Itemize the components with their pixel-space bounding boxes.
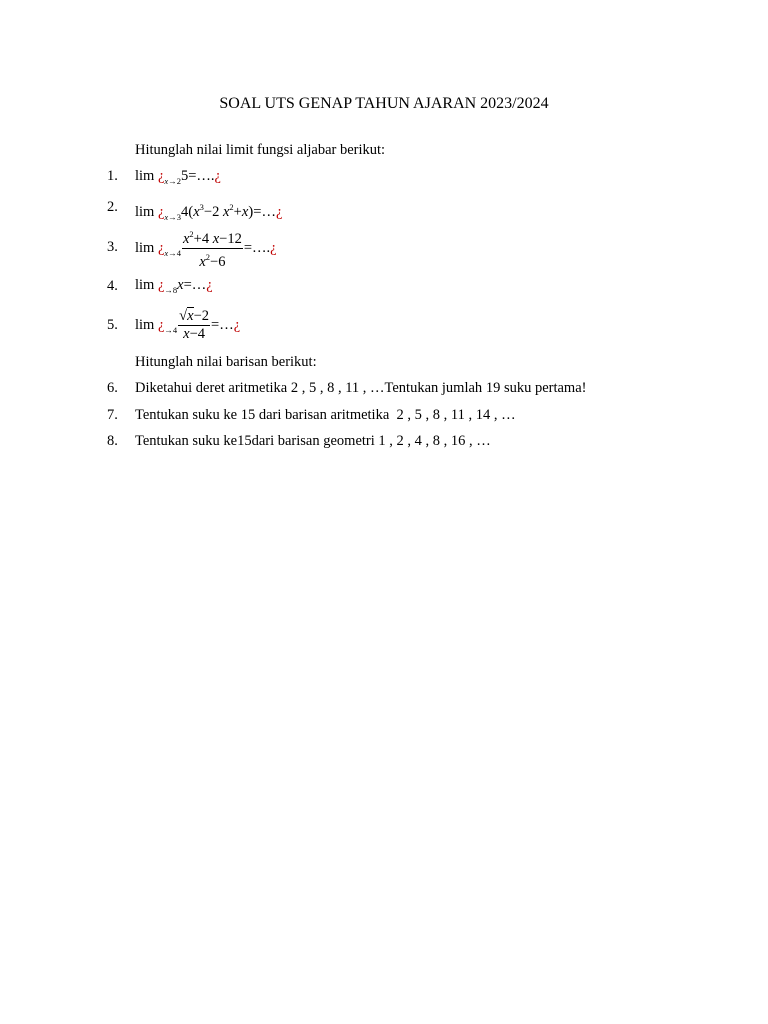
sqrt-sign: √ <box>179 308 188 325</box>
item-content: Diketahui deret aritmetika 2 , 5 , 8 , 11 , …Tentukan jumlah 19 suku pertama! <box>135 380 587 396</box>
coefficient: 4 <box>180 204 189 220</box>
paren-open: ( <box>188 204 194 220</box>
term-count: 19 <box>485 380 501 396</box>
marker-close: ¿ <box>270 239 277 256</box>
sub-var: x <box>164 212 169 222</box>
sub-var: x <box>164 176 169 186</box>
sub-var: x <box>164 247 169 258</box>
term-3: x <box>241 204 249 220</box>
term-index: 15 <box>240 407 256 423</box>
marker-close: ¿ <box>275 204 283 220</box>
equals: = <box>253 204 262 220</box>
item-number: 5. <box>107 317 118 333</box>
item-content <box>135 226 277 274</box>
list-item <box>0 432 768 456</box>
list-item <box>0 304 768 346</box>
item-content <box>135 304 240 351</box>
sub-val: 8 <box>172 285 178 295</box>
expr: 5 <box>180 168 189 184</box>
fraction-denominator: $x^2-6$ <box>199 252 226 270</box>
term-2-coefficient: 2 <box>212 204 220 220</box>
sub-val: 3 <box>176 212 181 222</box>
marker-open: ¿ <box>157 239 165 256</box>
marker-open: ¿ <box>157 168 165 184</box>
equals: = <box>183 277 192 293</box>
section1-instruction: Hitunglah nilai limit fungsi aljabar berikut: <box>135 142 386 158</box>
fraction-numerator: $x^2+4$ x−12 <box>182 226 243 249</box>
term-1-exponent: 3 <box>199 202 204 212</box>
item-number: 1. <box>107 168 118 184</box>
lim-text: lim <box>135 277 155 293</box>
sub-arrow: → <box>164 325 173 335</box>
list-item <box>0 226 768 268</box>
sequence: 2 , 5 , 8 , 11 , 14 , … <box>396 407 516 423</box>
equals: = <box>211 317 220 333</box>
item-number: 6. <box>107 380 118 396</box>
dots: … <box>191 277 207 293</box>
item-number: 3. <box>107 239 118 255</box>
fraction-denominator: x−4 <box>183 326 206 343</box>
fraction-numerator: √x−2 <box>179 308 209 325</box>
list-item <box>0 379 768 403</box>
list-item <box>0 198 768 222</box>
item-number: 7. <box>107 407 118 423</box>
marker-open: ¿ <box>157 277 165 293</box>
term-2-exponent: 2 <box>229 202 234 212</box>
marker-open: ¿ <box>157 204 165 220</box>
operator-1: − <box>203 204 213 220</box>
fraction <box>178 308 210 343</box>
sub-val: 2 <box>176 176 181 186</box>
item-content: Tentukan suku ke 15 dari barisan aritmetika 2 , 5 , 8 , 11 , 14 , … <box>135 407 516 423</box>
dots: … <box>261 204 276 220</box>
marker-close: ¿ <box>233 317 241 333</box>
lim-text: lim <box>135 168 155 184</box>
item-content <box>135 198 282 226</box>
sequence: 1 , 2 , 4 , 8 , 16 , … <box>378 433 491 449</box>
term-1: x <box>193 204 200 220</box>
sequence: 2 , 5 , 8 , 11 , … <box>290 380 385 396</box>
operator-2: + <box>233 204 242 220</box>
lim-text: lim <box>135 204 155 220</box>
item-number: 4. <box>107 278 118 294</box>
marker-close: ¿ <box>214 168 221 184</box>
list-item <box>0 406 768 430</box>
item-number: 2. <box>107 199 118 215</box>
item-content: Tentukan suku ke15dari barisan geometri 1 , 2 , 4 , 8 , 16 , … <box>135 433 491 449</box>
sub-arrow: → <box>168 247 177 258</box>
equals: = <box>243 239 252 256</box>
dots: … <box>219 317 234 333</box>
marker-open: ¿ <box>157 317 165 333</box>
marker-close: ¿ <box>206 277 213 293</box>
sub-val: 4 <box>176 247 181 258</box>
paren-close: ) <box>248 204 254 220</box>
term-2: x <box>222 204 230 220</box>
dots: …. <box>252 239 271 256</box>
item-content <box>135 276 213 299</box>
sub-arrow: → <box>168 212 177 222</box>
sub-arrow: → <box>164 285 173 295</box>
lim-text: lim <box>135 239 155 256</box>
dots: …. <box>196 168 215 184</box>
sub-val: 4 <box>172 325 178 335</box>
sub-arrow: → <box>168 176 177 186</box>
sqrt-body: x <box>187 308 194 325</box>
equals: = <box>188 168 197 184</box>
fraction <box>182 226 243 271</box>
list-item <box>0 276 768 300</box>
expr: x <box>177 277 184 293</box>
section2-instruction: Hitunglah nilai barisan berikut: <box>135 354 317 370</box>
item-content <box>135 167 221 190</box>
list-item <box>0 166 768 190</box>
page-title: SOAL UTS GENAP TAHUN AJARAN 2023/2024 <box>219 95 549 112</box>
item-number: 8. <box>107 433 118 449</box>
lim-text: lim <box>135 317 155 333</box>
